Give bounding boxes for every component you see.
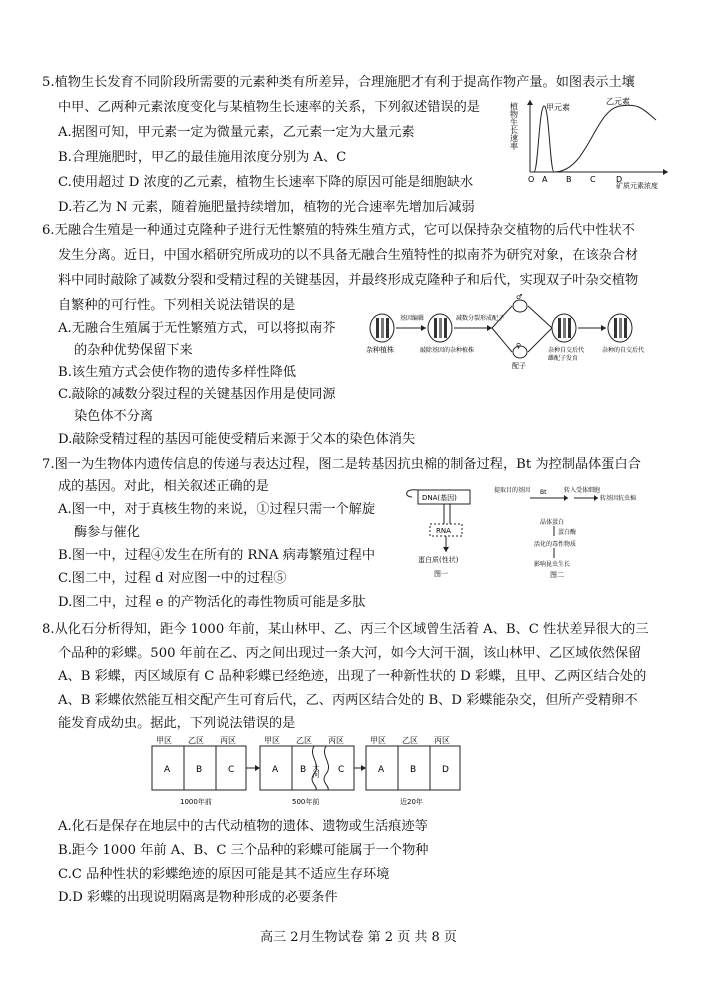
q7-figure-two [494, 482, 637, 579]
q7-option-d: D.图二中，过程 e 的产物活化的毒性物质可能是多肽 [58, 595, 366, 610]
q5-stem-line2: 中甲、乙两种元素浓度变化与某植物生长速率的关系，下列叙述错误的是 [58, 100, 480, 115]
diagram-label-same: 雌配子发育 [548, 355, 579, 362]
diagram-label-offspring: 杂种的自交后代 [602, 347, 645, 354]
p3-letter-a: A [378, 765, 385, 775]
p2-time: 500年前 [292, 798, 320, 806]
fig1-dna: DNA(基因) [422, 494, 457, 502]
chart-tick-o: O [528, 175, 535, 184]
fig2-transfer: 转入受体细胞 [564, 487, 601, 494]
q6-option-d: D.敲除受精过程的基因可能使受精后来源于父本的染色体消失 [58, 432, 416, 447]
q6-apomixis-diagram [366, 293, 682, 370]
chart-tick-d: D [616, 175, 623, 184]
p2-letter-a: A [272, 765, 279, 775]
p2-letter-b: B [300, 765, 307, 775]
p3-letter-b: B [410, 765, 417, 775]
p1-time: 1000年前 [180, 798, 212, 806]
p1-letter-a: A [164, 765, 171, 775]
q6-option-b: B.该生殖方式会使作物的遗传多样性降低 [58, 365, 297, 380]
q5-growth-chart [508, 96, 672, 188]
q7-stem-line1: 7.图一为生物体内遗传信息的传递与表达过程，图二是转基因抗虫棉的制备过程，Bt 为控制晶体蛋白合 [42, 457, 641, 472]
p3-zone-jia: 甲区 [370, 736, 386, 745]
p1-zone-jia: 甲区 [156, 736, 172, 745]
p1-zone-bing: 丙区 [220, 736, 236, 745]
p1-letter-b: B [196, 765, 203, 775]
diagram-label-edit: 基因编辑 [400, 315, 425, 322]
diagram-label-male: ♂ [516, 293, 523, 301]
q7-option-c: C.图二中，过程 d 对应图一中的过程⑤ [58, 571, 287, 586]
diagram-label-gamete: 配子 [512, 362, 526, 370]
q6-stem-line1: 6.无融合生殖是一种通过克隆种子进行无性繁殖的特殊生殖方式，它可以保持杂交植物的后代中性状不 [42, 223, 635, 238]
p3-zone-yi: 乙区 [402, 736, 418, 745]
fig1-caption: 图一 [434, 570, 448, 578]
q7-option-a-line1: A.图一中，对于真核生物的来说，①过程只需一个解旋 [58, 502, 376, 517]
q8-option-d: D.D 彩蝶的出现说明隔离是物种形成的必要条件 [58, 890, 338, 905]
fig2-cotton: 转基因抗虫棉 [600, 495, 637, 502]
diagram-label-clone: 杂种自交后代 [548, 347, 585, 354]
chart-tick-a: A [542, 175, 548, 184]
q6-stem-line3: 料中同时敲除了减数分裂和受精过程的关键基因，并最终形成克隆种子和后代，实现双子叶杂交植物 [58, 273, 639, 288]
q8-butterfly-figure [150, 734, 466, 810]
q8-option-c: C.C 品种性状的彩蝶绝迹的原因可能是其不适应生存环境 [58, 867, 390, 882]
fig2-bt: Bt [540, 489, 547, 496]
q5-option-b: B.合理施肥时，甲乙的最佳施用浓度分别为 A、C [58, 150, 347, 165]
diagram-label-edited: 敲除基因的杂种植株 [420, 347, 475, 354]
q6-stem-line2: 发生分离。近日，中国水稻研究所成功的以不具备无融合生殖特性的拟南芥为研究对象，在该杂合材 [58, 248, 639, 263]
p3-letter-d: D [442, 765, 449, 775]
q6-stem-line4: 自繁种的可行性。下列相关说法错误的是 [58, 298, 296, 313]
p1-zone-yi: 乙区 [188, 736, 204, 745]
chart-ylabel: 植物生长速率 [509, 102, 519, 150]
page-footer: 高三 2月生物试卷 第 2 页 共 8 页 [260, 930, 457, 945]
q7-stem-line2: 成的基因。对此，相关叙述正确的是 [58, 479, 269, 494]
q6-option-a-line1: A.无融合生殖属于无性繁殖方式，可以将拟南芥 [58, 321, 336, 336]
chart-label-yi: 乙元素 [606, 97, 630, 106]
p2-zone-yi: 乙区 [296, 736, 312, 745]
fig1-protein: 蛋白质(性状) [418, 556, 459, 564]
diagram-label-plant: 杂种植株 [366, 346, 394, 354]
diagram-label-meiosis: 减数分裂形成配子 [456, 315, 505, 322]
fig1-rna: RNA [436, 527, 451, 535]
p2-letter-c: C [338, 765, 345, 775]
chart-tick-c: C [590, 175, 596, 184]
diagram-label-female: ♀ [516, 342, 522, 350]
q8-stem-line4: A、B 彩蝶依然能互相交配产生可育后代，乙、丙两区结合处的 B、D 彩蝶能杂交，但所产受精卵不 [58, 693, 638, 708]
q8-stem-line1: 8.从化石分析得知，距今 1000 年前，某山林甲、乙、丙三个区域曾生活着 A、B、C 性状差异很大的三 [42, 622, 649, 637]
q7-figure-one [404, 486, 490, 578]
q5-option-c: C.使用超过 D 浓度的乙元素，植物生长速率下降的原因可能是细胞缺水 [58, 175, 474, 190]
q6-option-c-line1: C.敲除的减数分裂过程的关键基因作用是使同源 [58, 387, 336, 402]
p2-zone-jia: 甲区 [264, 736, 280, 745]
fig2-crystal: 晶体蛋白 [540, 519, 565, 526]
chart-label-jia: 甲元素 [546, 103, 570, 112]
q5-stem-line1: 5.植物生长发育不同阶段所需要的元素种类有所差异，合理施肥才有利于提高作物产量。如图表示土壤 [42, 75, 635, 90]
q8-option-a: A.化石是保存在地层中的古代动植物的遗体、遗物或生活痕迹等 [58, 819, 428, 834]
fig2-caption: 图二 [550, 571, 564, 579]
p2-river: 大河 [312, 764, 320, 778]
fig2-active: 活化的毒性物质 [534, 541, 577, 548]
q6-option-c-line2: 染色体不分离 [74, 409, 154, 424]
q8-stem-line5: 能发育成幼虫。据此，下列说法错误的是 [58, 716, 296, 731]
fig2-effect: 影响昆虫生长 [534, 561, 571, 568]
chart-xlabel: 矿质元素浓度 [616, 182, 658, 190]
p3-time: 近20年 [400, 798, 423, 806]
q8-stem-line2: 个品种的彩蝶。500 年前在乙、丙之间出现过一条大河，如今大河干涸，该山林甲、乙区域依然保留 [58, 646, 642, 661]
fig2-enzyme: 蛋白酶 [558, 529, 577, 536]
p3-zone-bing: 丙区 [434, 736, 450, 745]
chart-tick-b: B [566, 175, 572, 184]
q5-option-a: A.据图可知，甲元素一定为微量元素，乙元素一定为大量元素 [58, 125, 415, 140]
p2-zone-bing: 丙区 [328, 736, 344, 745]
q7-option-a-line2: 酶参与催化 [74, 525, 140, 540]
fig2-extract: 提取目的基因 [494, 487, 531, 494]
q7-option-b: B.图一中，过程④发生在所有的 RNA 病毒繁殖过程中 [58, 548, 376, 563]
q5-option-d: D.若乙为 N 元素，随着施肥量持续增加，植物的光合速率先增加后减弱 [58, 200, 475, 215]
q8-stem-line3: A、B 彩蝶，丙区域原有 C 品种彩蝶已经绝迹，出现了一种新性状的 D 彩蝶，且甲、乙两区结合处的 [58, 669, 647, 684]
q8-option-b: B.距今 1000 年前 A、B、C 三个品种的彩蝶可能属于一个物种 [58, 843, 429, 858]
p1-letter-c: C [228, 765, 235, 775]
q6-option-a-line2: 的杂种优势保留下来 [74, 343, 193, 358]
